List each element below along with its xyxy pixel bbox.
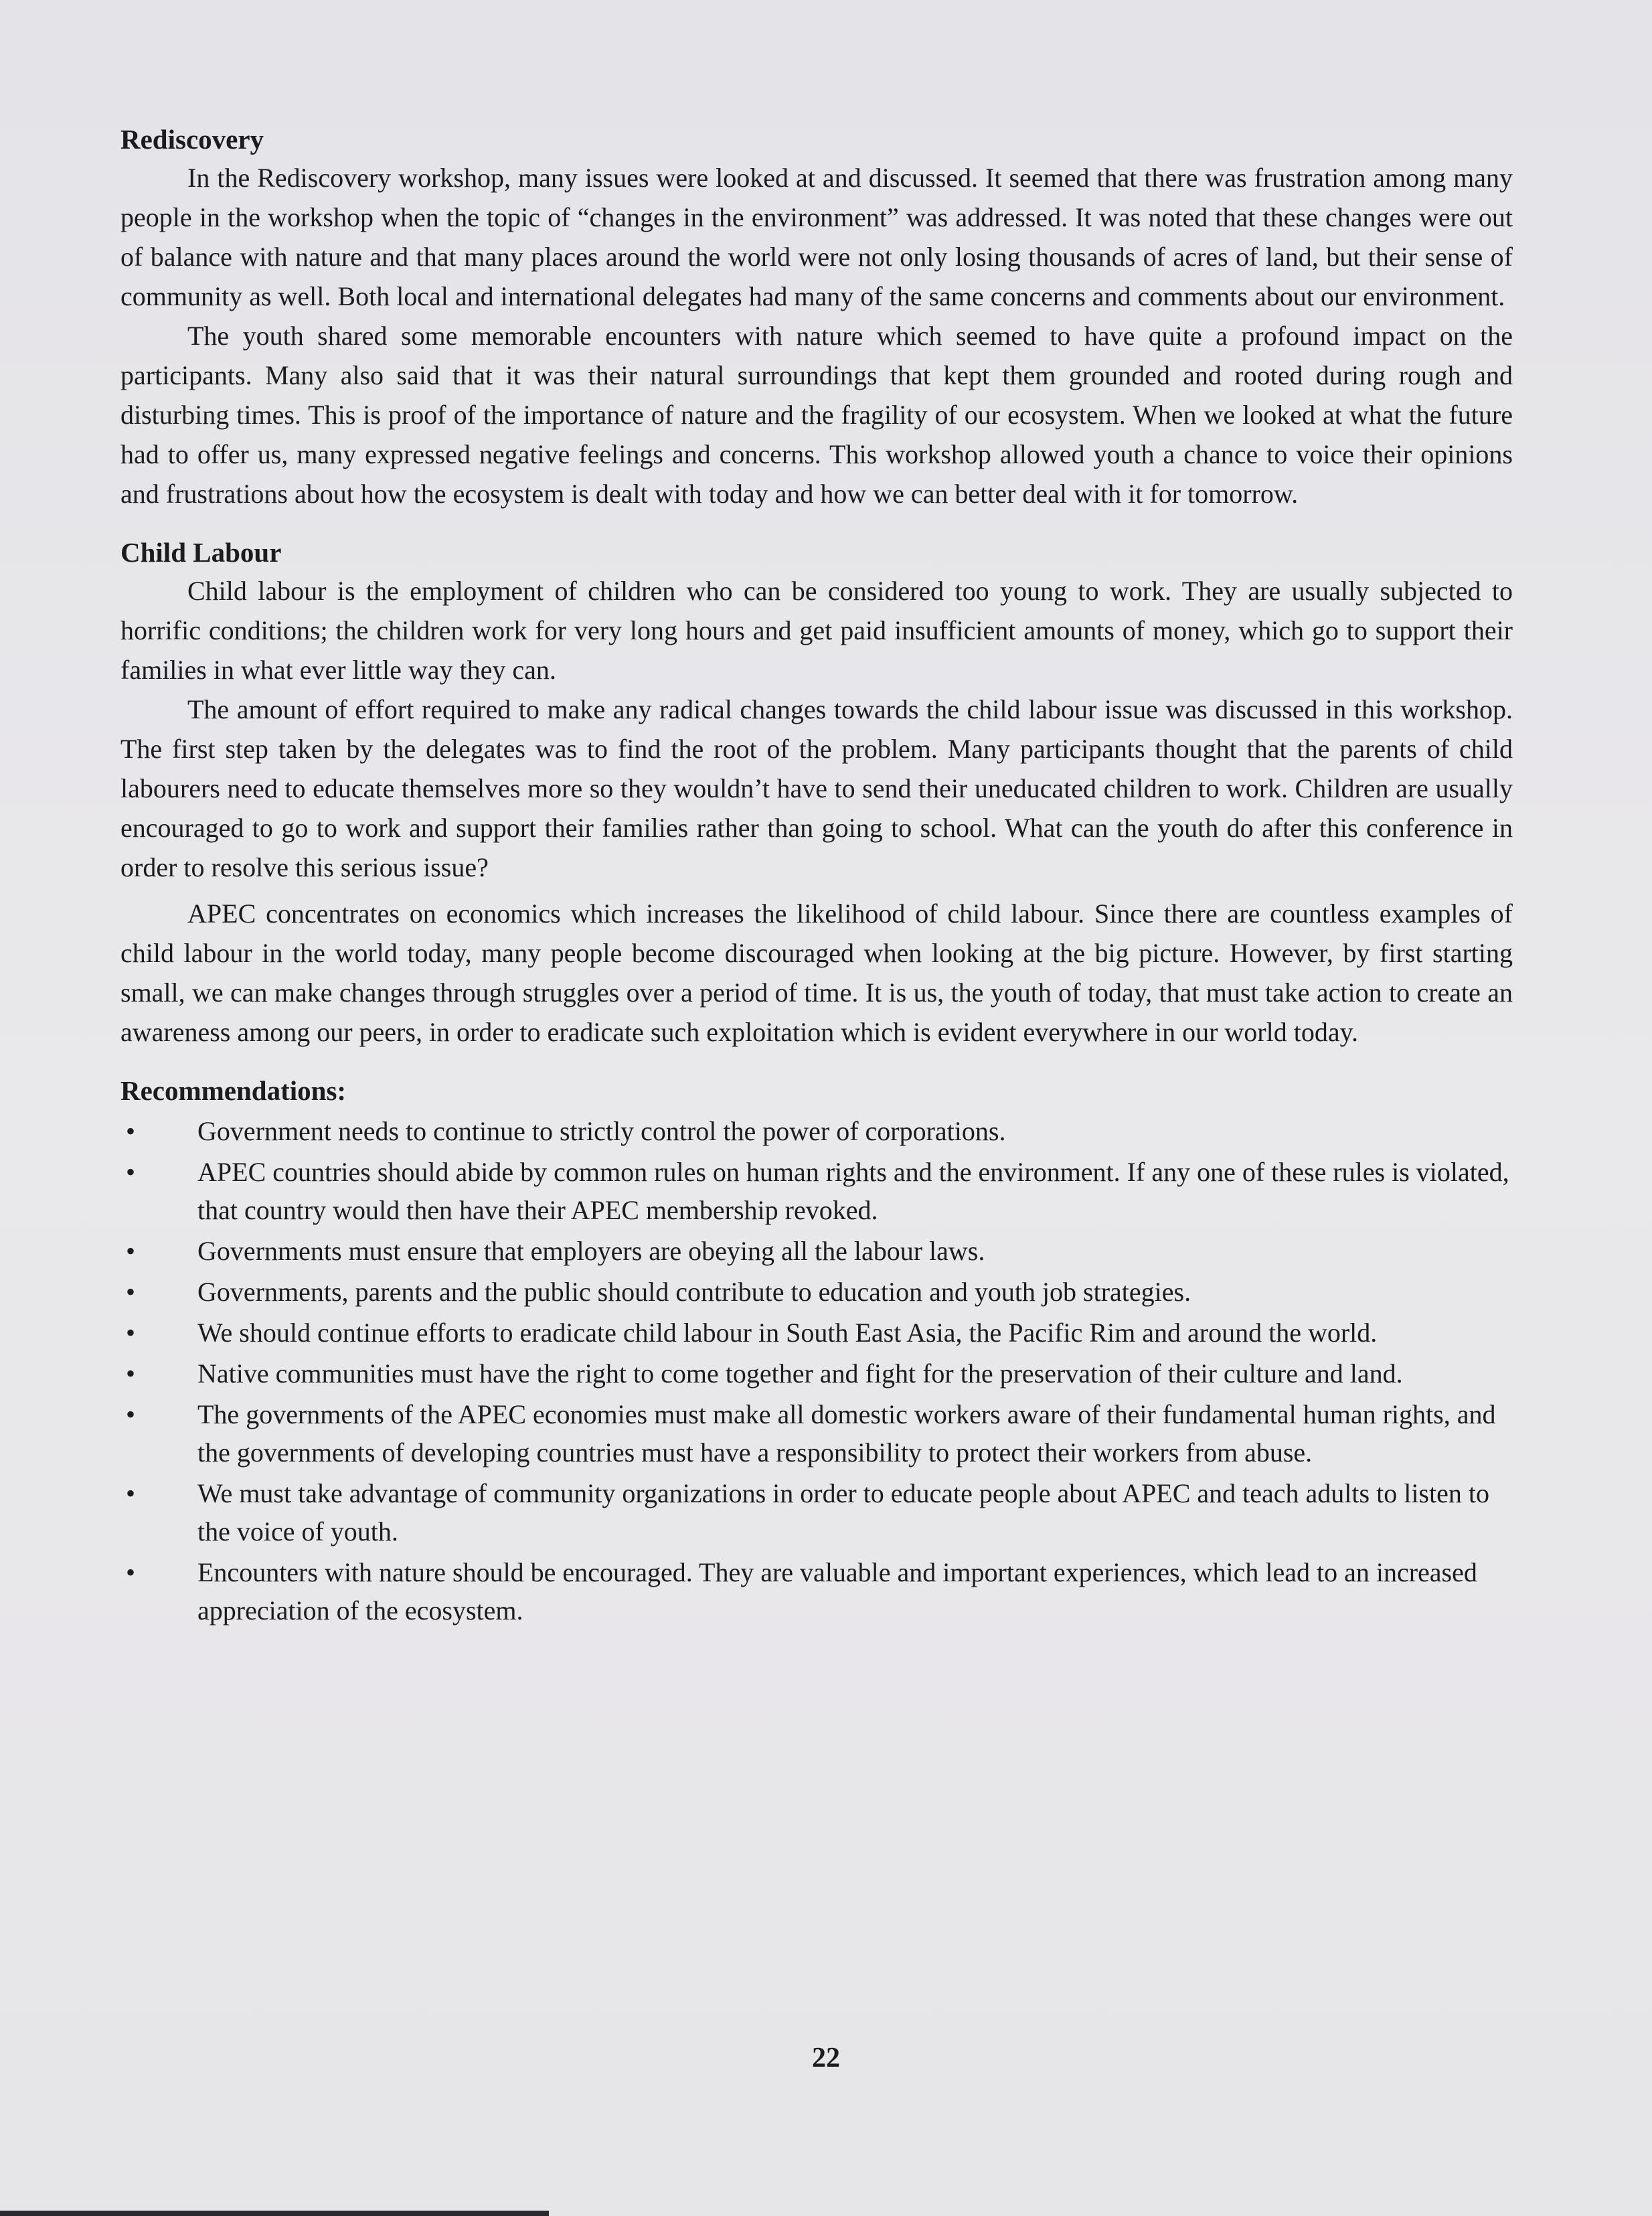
child-labour-section [120, 534, 1513, 1052]
page-number: 22 [812, 2043, 840, 2073]
child-labour-heading: Child Labour [120, 537, 282, 568]
bullet-icon: • [125, 1157, 135, 1187]
recommendation-text: Governments, parents and the public should contribute to education and youth job strategies. [197, 1277, 1191, 1307]
recommendations-heading: Recommendations: [120, 1075, 347, 1106]
rediscovery-section [120, 121, 1513, 513]
recommendation-text: We should continue efforts to eradicate child labour in South East Asia, the Pacific Rim and around the world. [197, 1318, 1378, 1348]
recommendation-item [120, 1395, 1513, 1472]
bullet-icon: • [125, 1557, 135, 1587]
recommendations-section [120, 1072, 1513, 1630]
child-labour-paragraph-3: APEC concentrates on economics which increases the likelihood of child labour. Since there are countless examples of child labour in the world today, many people become discouraged when looking at the big picture. However, by first starting small, we can make changes through struggles over a period of time. It is us, the youth of today, that must take action to create an awareness among our peers, in order to eradicate such exploitation which is evident everywhere in our world today. [120, 898, 1513, 1047]
bullet-icon: • [125, 1318, 135, 1348]
page-content [120, 121, 1513, 1650]
recommendation-text: We must take advantage of community organizations in order to educate people about APEC and teach adults to listen to the voice of youth. [197, 1478, 1489, 1547]
rediscovery-paragraph-1: In the Rediscovery workshop, many issues were looked at and discussed. It seemed that there was frustration among many people in the workshop when the topic of “changes in the environment” was addressed. It was noted that these changes were out of balance with nature and that many places around the world were not only losing thousands of acres of land, but their sense of community as well. Both local and international delegates had many of the same concerns and comments about our environment. [120, 163, 1513, 311]
recommendation-text: The governments of the APEC economies must make all domestic workers aware of their fundamental human rights, and the governments of developing countries must have a responsibility to protect their workers from abuse. [197, 1399, 1496, 1468]
recommendation-text: Native communities must have the right to come together and fight for the preservation of their culture and land. [197, 1358, 1403, 1389]
bullet-icon: • [125, 1399, 135, 1429]
bullet-icon: • [125, 1116, 135, 1146]
recommendation-item [120, 1153, 1513, 1229]
recommendation-item [120, 1232, 1513, 1270]
recommendation-item [120, 1112, 1513, 1150]
bullet-icon: • [125, 1478, 135, 1508]
recommendation-item [120, 1474, 1513, 1551]
recommendations-list [120, 1112, 1513, 1630]
recommendation-text: Encounters with nature should be encouraged. They are valuable and important experiences, which lead to an increased appreciation of the ecosystem. [197, 1557, 1477, 1626]
recommendation-text: Government needs to continue to strictly control the power of corporations. [197, 1116, 1006, 1146]
recommendation-text: Governments must ensure that employers are obeying all the labour laws. [197, 1236, 985, 1266]
rediscovery-heading: Rediscovery [120, 124, 264, 155]
recommendation-item [120, 1553, 1513, 1630]
bullet-icon: • [125, 1277, 135, 1307]
bullet-icon: • [125, 1358, 135, 1389]
child-labour-paragraph-1: Child labour is the employment of children who can be considered too young to work. They are usually subjected to horrific conditions; the children work for very long hours and get paid insufficient amounts of money, which go to support their families in what ever little way they can. [120, 576, 1513, 685]
recommendation-item [120, 1273, 1513, 1311]
recommendation-item [120, 1314, 1513, 1352]
scan-edge-divider [0, 2211, 549, 2216]
bullet-icon: • [125, 1236, 135, 1266]
recommendation-item [120, 1354, 1513, 1393]
recommendation-text: APEC countries should abide by common rules on human rights and the environment. If any one of these rules is violated, that country would then have their APEC membership revoked. [197, 1157, 1509, 1225]
child-labour-paragraph-2: The amount of effort required to make any radical changes towards the child labour issue was discussed in this workshop. The first step taken by the delegates was to find the root of the problem. Many participants thought that the parents of child labourers need to educate themselves more so they wouldn’t have to send their uneducated children to work. Children are usually encouraged to go to work and support their families rather than going to school. What can the youth do after this conference in order to resolve this serious issue? [120, 694, 1513, 882]
rediscovery-paragraph-2: The youth shared some memorable encounters with nature which seemed to have quite a profound impact on the participants. Many also said that it was their natural surroundings that kept them grounded and rooted during rough and disturbing times. This is proof of the importance of nature and the fragility of our ecosystem. When we looked at what the future had to offer us, many expressed negative feelings and concerns. This workshop allowed youth a chance to voice their opinions and frustrations about how the ecosystem is dealt with today and how we can better deal with it for tomorrow. [120, 321, 1513, 509]
